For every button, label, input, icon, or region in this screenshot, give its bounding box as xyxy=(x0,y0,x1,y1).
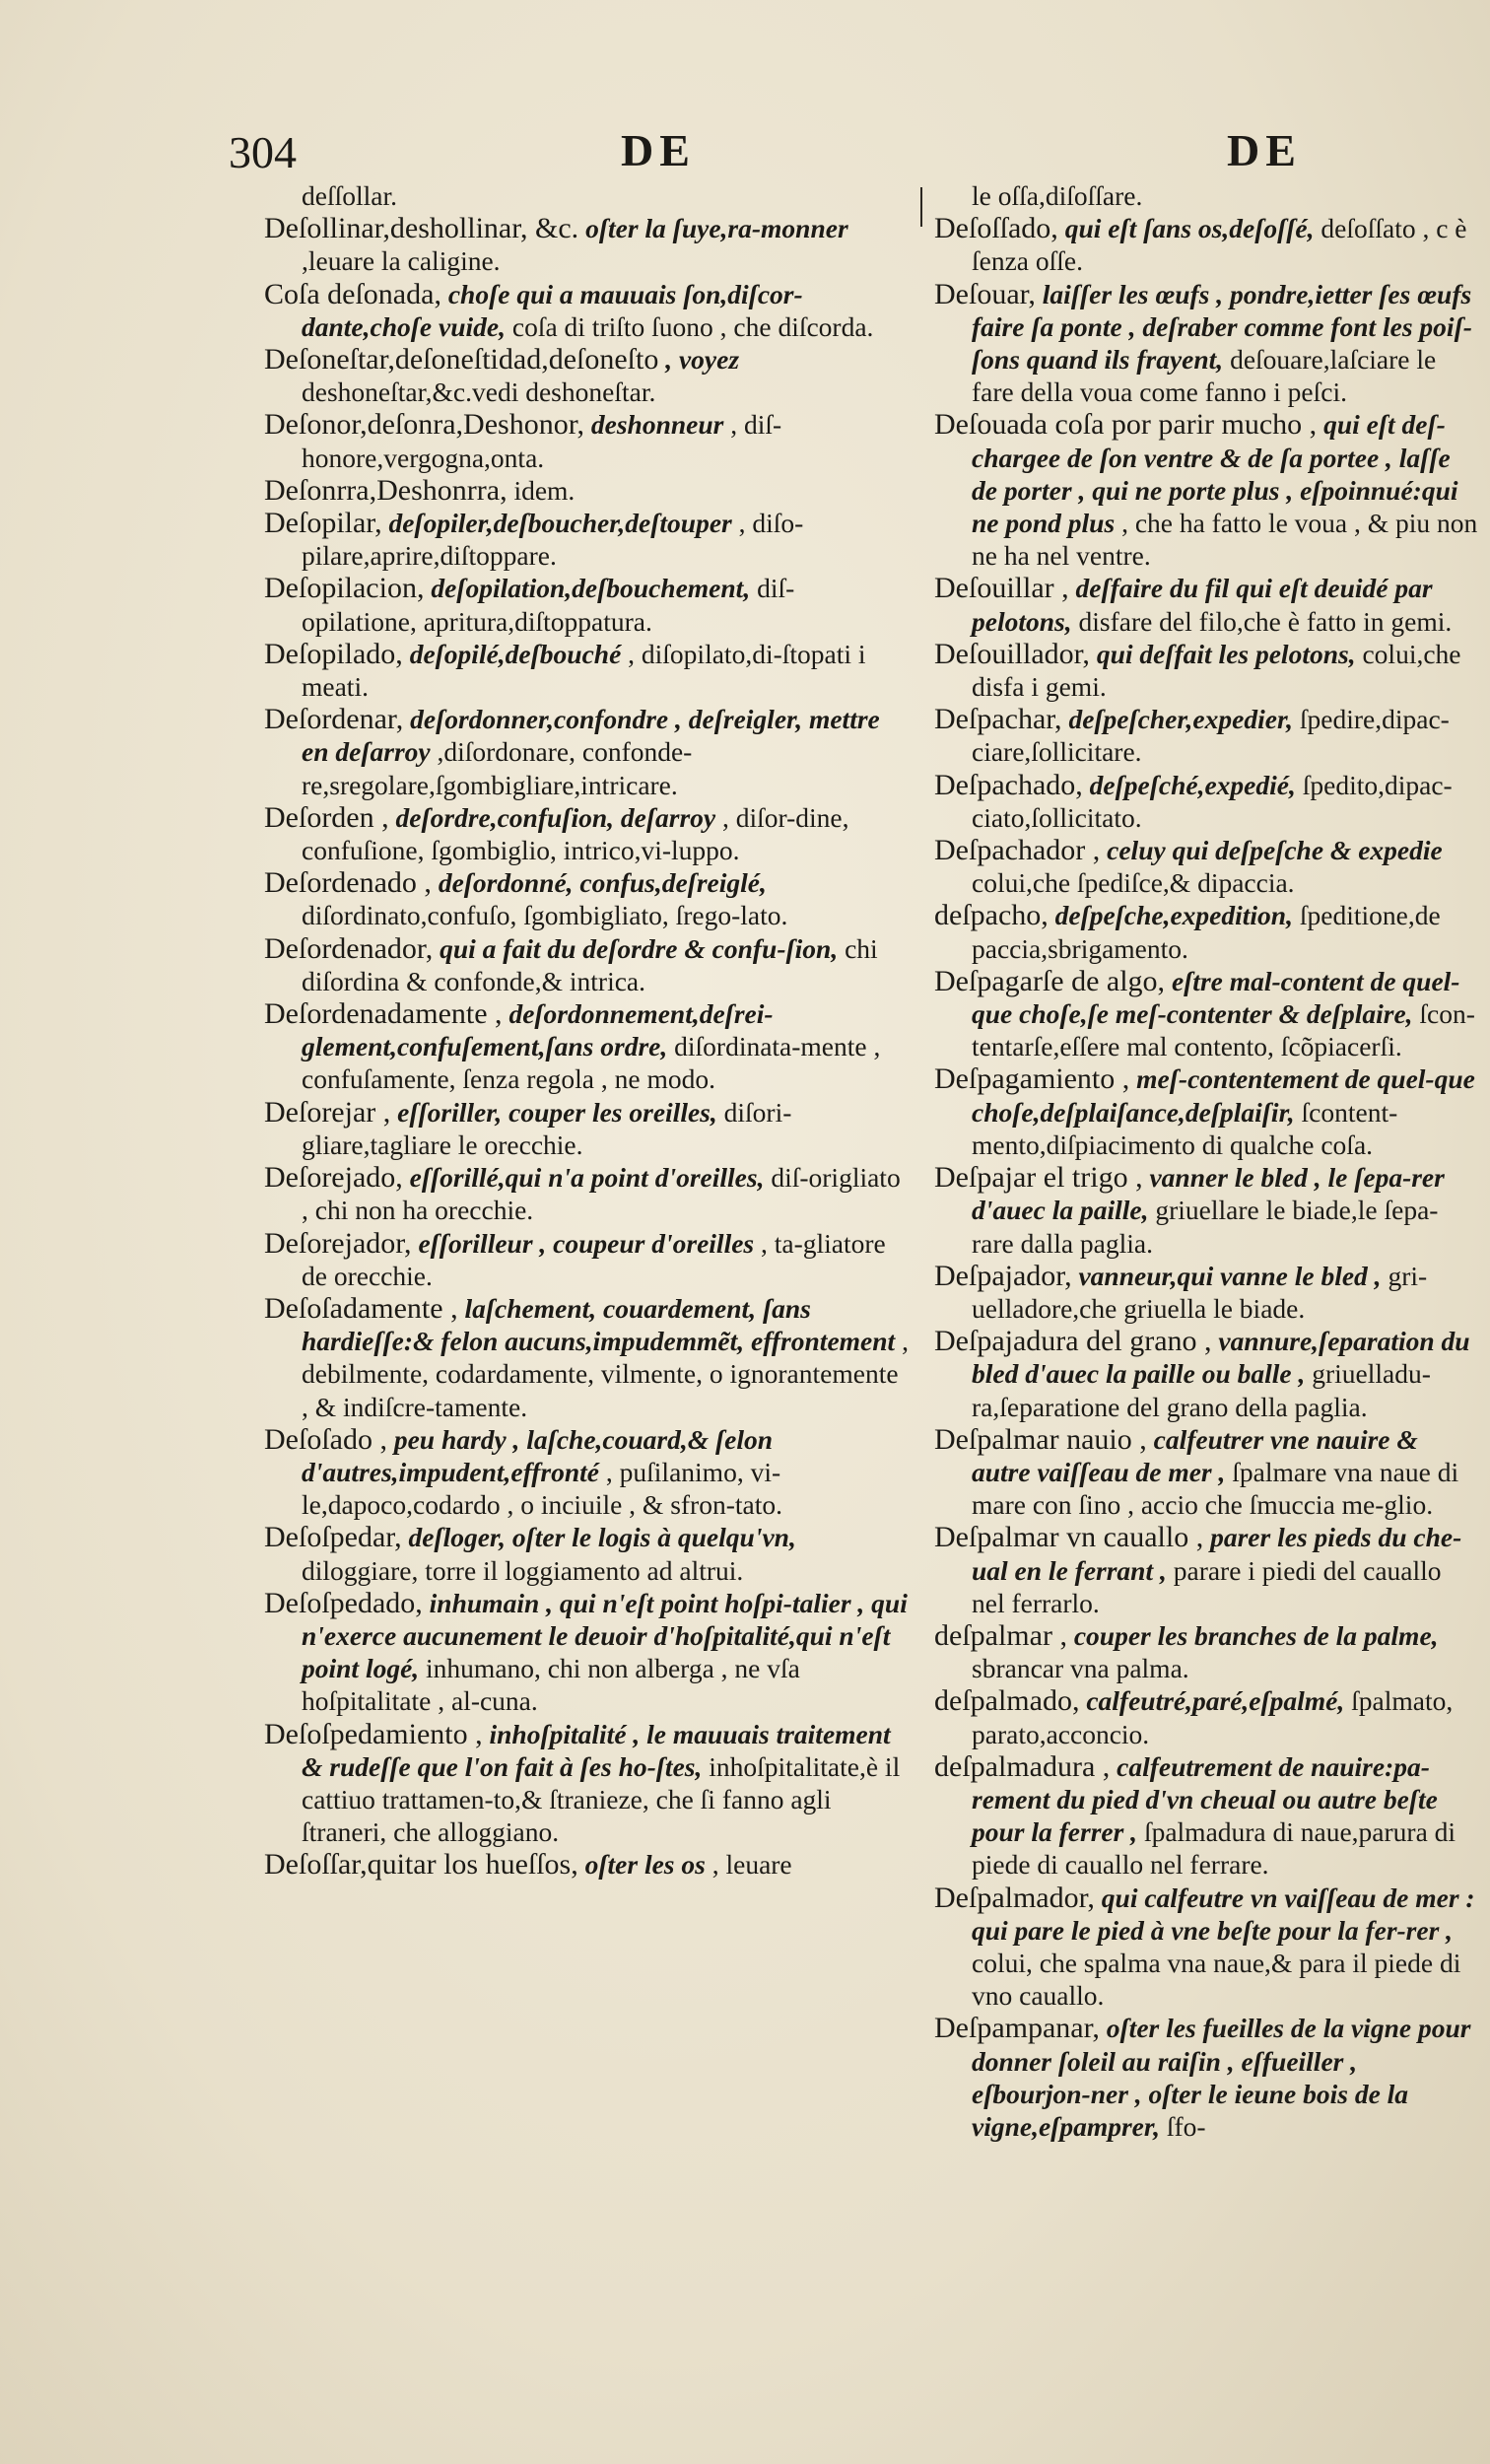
right-column xyxy=(934,179,1478,2446)
entry-french: oſter les fueilles de la vigne pour donner ſoleil au raiſin , eſfueiller , eſbourjon-ner , oſter le ieune bois de la vigne,eſpamprer, xyxy=(972,2013,1471,2142)
entry-french: couper les branches de la palme, xyxy=(1073,1619,1439,1651)
entry-headword: Deſouillador, xyxy=(934,637,1090,670)
running-header xyxy=(0,116,1490,185)
dictionary-entry xyxy=(934,1161,1478,1260)
entry-italian: parare i piedi del cauallo nel ferrarlo. xyxy=(972,1554,1442,1618)
entry-italian: , leuare xyxy=(711,1849,792,1881)
dictionary-entry xyxy=(934,1423,1478,1522)
entry-headword: Deſorejar , xyxy=(264,1095,391,1129)
dictionary-entry xyxy=(264,703,910,801)
dictionary-entry xyxy=(934,278,1478,409)
entry-headword: Deſoneſtar,deſoneſtidad,deſoneſto xyxy=(264,343,659,376)
entry-headword: Deſoſpedado, xyxy=(264,1586,423,1619)
guide-word-left: DE xyxy=(621,125,696,175)
entry-french: celuy qui deſpeſche & expedie xyxy=(1107,835,1443,866)
entry-french: inhumain , qui n'eſt point hoſpi-talier , qui n'exerce aucunement le deuoir d'hoſpitalité,qui n'eſt point logé, xyxy=(302,1587,908,1684)
entry-french: inhoſpitalité , le mauuais traitement & rudeſſe que l'on fait à ſes ho-ſtes, xyxy=(302,1718,891,1782)
dictionary-entry xyxy=(934,769,1478,834)
entry-italian: inhumano, chi non alberga , ne vſa hoſpitalitate , al-cuna. xyxy=(302,1653,800,1717)
entry-headword: Deſpalmar nauio , xyxy=(934,1422,1147,1456)
entry-french: , voyez xyxy=(665,344,740,376)
entry-headword: Deſonrra,Deshonrra, xyxy=(264,473,508,507)
entry-french: deſordre,confuſion, deſarroy xyxy=(395,801,716,833)
dictionary-entry xyxy=(264,343,910,408)
entry-italian: deshoneſtar,&c.vedi deshoneſtar. xyxy=(302,376,656,408)
entry-italian: , diſo-pilare,aprire,diſtoppare. xyxy=(302,508,804,572)
entry-italian: inhoſpitalitate,è il cattiuo trattamen-to,& ſtranieze, che ſi fanno agli ſtraneri, che alloggiano. xyxy=(302,1750,901,1848)
entry-italian: diſori-gliare,tagliare le orecchie. xyxy=(302,1096,792,1160)
dictionary-entry xyxy=(264,474,910,507)
dictionary-entry xyxy=(264,1718,910,1849)
entry-italian: griuelladu-ra,ſeparatione del grano della paglia. xyxy=(972,1358,1431,1422)
entry-italian: gri-uelladore,che griuella le biade. xyxy=(972,1260,1428,1324)
entry-french: meſ-contentement de quel-que choſe,deſplaiſance,deſplaiſir, xyxy=(972,1063,1475,1128)
entry-italian: ,diſordonare, confonde-re,sregolare,ſgombigliare,intricare. xyxy=(302,736,693,800)
entry-headword: Deſoſadamente , xyxy=(264,1291,458,1325)
entry-french: qui a fait du deſordre & confu-ſion, xyxy=(440,932,839,964)
entry-headword: Deſonor,deſonra,Deshonor, xyxy=(264,408,585,442)
entry-italian: ſfo- xyxy=(1166,2110,1206,2142)
entry-italian: ſcon-tentarſe,eſſere mal contento, ſcõpiacerſi. xyxy=(972,998,1475,1062)
entry-french: laiſſer les œufs , pondre,ietter ſes œufs faire ſa ponte , deſraber comme font les poiſ-ſons quand ils frayent, xyxy=(972,278,1472,376)
entry-headword: Deſouar, xyxy=(934,277,1036,310)
entry-french: deſordonné, confus,deſreiglé, xyxy=(438,867,767,899)
entry-italian: griuellare le biade,le ſepa-rare dalla paglia. xyxy=(972,1195,1439,1259)
dictionary-entry xyxy=(934,1619,1478,1684)
entry-italian: idem. xyxy=(513,474,576,506)
dictionary-entry xyxy=(264,1096,910,1161)
dictionary-entry xyxy=(934,1260,1478,1325)
entry-french: deshonneur xyxy=(590,409,724,441)
entry-headword: Deſpachar, xyxy=(934,703,1062,736)
entry-french: deſfaire du fil qui eſt deuidé par pelotons, xyxy=(972,573,1433,637)
dictionary-entry xyxy=(934,2012,1478,2143)
entry-french: qui deſfait les pelotons, xyxy=(1096,638,1356,669)
entry-headword: deſpalmar , xyxy=(934,1618,1067,1652)
entry-italian: ,leuare la caligine. xyxy=(302,245,501,277)
entry-french: eſtre mal-content de quel-que choſe,ſe meſ-contenter & deſplaire, xyxy=(972,965,1460,1030)
dictionary-entry xyxy=(264,997,910,1096)
entry-italian: , diſopilato,di-ſtopati i meati. xyxy=(302,638,866,703)
entry-italian: diſordinata-mente , confuſamente, ſenza regola , ne modo. xyxy=(302,1031,881,1095)
dictionary-entry xyxy=(264,408,910,473)
dictionary-entry xyxy=(264,212,910,277)
entry-headword: Deſopilar, xyxy=(264,507,382,540)
dictionary-entry xyxy=(264,932,910,997)
dictionary-entry xyxy=(264,1227,910,1292)
dictionary-entry xyxy=(264,1161,910,1226)
entry-italian: colui, che spalma vna naue,& para il piede di vno cauallo. xyxy=(972,1947,1461,2012)
entry-headword: Deſordenadamente , xyxy=(264,997,503,1031)
dictionary-entry xyxy=(934,1750,1478,1882)
dictionary-entry xyxy=(264,638,910,703)
entry-french: deſloger, oſter le logis à quelqu'vn, xyxy=(408,1522,796,1553)
entry-italian: ſpalmato, parato,acconcio. xyxy=(972,1685,1454,1749)
entry-italian: ſpedito,dipac-ciato,ſollicitato. xyxy=(972,769,1453,833)
entry-italian: , puſilanimo, vi-le,dapoco,codardo , o inciuile , & sfron-tato. xyxy=(302,1456,782,1521)
entry-french: deſopiler,deſboucher,deſtouper xyxy=(388,508,732,539)
dictionary-entry xyxy=(264,801,910,866)
entry-italian: disfare del filo,che è fatto in gemi. xyxy=(1078,605,1453,637)
dictionary-entry xyxy=(934,965,1478,1063)
entry-french: deſopilation,deſbouchement, xyxy=(431,573,751,604)
entry-italian: , diſor-dine, confuſione, ſgombiglio, intrico,vi-luppo. xyxy=(302,801,849,866)
entry-headword: Deſopilado, xyxy=(264,637,403,670)
entry-headword: Deſoſſar,quitar los hueſſos, xyxy=(264,1848,578,1882)
dictionary-entry xyxy=(934,212,1478,277)
entry-french: qui eſt deſ-chargee de ſon ventre & de ſa portee , laſſe de porter , qui ne porte plus , eſpoinnué:qui ne pond plus xyxy=(972,409,1458,539)
dictionary-entry xyxy=(934,1521,1478,1619)
dictionary-entry xyxy=(264,1292,910,1423)
entry-italian: le oſſa,diſoſſare. xyxy=(972,180,1143,211)
entry-italian: ſpedire,dipac-ciare,ſollicitare. xyxy=(972,704,1450,768)
entry-headword: Deſorden , xyxy=(264,800,389,834)
entry-headword: Deſorejador, xyxy=(264,1226,412,1260)
dictionary-entry xyxy=(264,278,910,343)
entry-french: laſchement, couardement, ſans hardieſſe:& felon aucuns,impudemmẽt, effrontement xyxy=(302,1292,896,1357)
entry-headword: Deſorejado, xyxy=(264,1161,403,1195)
entry-headword: Deſollinar,deshollinar, &c. xyxy=(264,212,579,245)
entry-headword: Deſpachado, xyxy=(934,768,1083,801)
entry-french: deſopilé,deſbouché xyxy=(409,638,622,669)
dictionary-entry xyxy=(264,1587,910,1718)
entry-italian: , diſ-honore,vergogna,onta. xyxy=(302,409,782,473)
entry-italian: , che ha fatto le voua , & piu non ne ha nel ventre. xyxy=(972,508,1478,572)
entry-french: peu hardy , laſche,couard,& ſelon d'autres,impudent,effronté xyxy=(302,1423,774,1487)
dictionary-entry xyxy=(934,572,1478,637)
entry-french: choſe qui a mauuais ſon,diſcor-dante,choſe vuide, xyxy=(302,278,803,342)
entry-french: vanneur,qui vanne le bled , xyxy=(1078,1260,1382,1291)
dictionary-entry xyxy=(264,866,910,931)
entry-headword: Deſpachador , xyxy=(934,834,1101,867)
entry-italian: chi diſordina & confonde,& intrica. xyxy=(302,932,878,996)
entry-french: deſpeſcher,expedier, xyxy=(1068,704,1293,735)
entry-french: vannure,ſeparation du bled d'auec la paille ou balle , xyxy=(972,1326,1470,1390)
entry-headword: Deſoſado , xyxy=(264,1422,387,1456)
entry-italian: ſpeditione,de paccia,sbrigamento. xyxy=(972,900,1441,964)
entry-italian: colui,che disfa i gemi. xyxy=(972,638,1461,703)
dictionary-entry xyxy=(934,638,1478,703)
dictionary-entry xyxy=(934,703,1478,768)
entry-headword: Deſpajar el trigo , xyxy=(934,1161,1143,1195)
column-divider xyxy=(920,187,922,227)
entry-headword: deſpacho, xyxy=(934,899,1049,932)
dictionary-entry xyxy=(264,179,910,212)
entry-headword: Deſouada coſa por parir mucho , xyxy=(934,408,1318,442)
entry-headword: Deſopilacion, xyxy=(264,572,425,605)
entry-headword: deſpalmadura , xyxy=(934,1749,1111,1783)
dictionary-entry xyxy=(264,1521,910,1586)
dictionary-entry xyxy=(934,408,1478,572)
dictionary-entry xyxy=(934,179,1478,212)
entry-headword: Deſpampanar, xyxy=(934,2012,1100,2045)
entry-italian: diloggiare, torre il loggiamento ad altrui. xyxy=(302,1554,744,1586)
entry-italian: ſpalmadura di naue,parura di piede di cauallo nel ferrare. xyxy=(972,1816,1456,1881)
entry-italian: deſoſſato , c è ſenza oſſe. xyxy=(972,213,1467,277)
dictionary-entry xyxy=(264,572,910,637)
entry-headword: Deſordenador, xyxy=(264,931,434,965)
entry-italian: sbrancar vna palma. xyxy=(972,1653,1189,1684)
entry-headword: Deſoſſado, xyxy=(934,212,1058,245)
entry-italian: ſpalmare vna naue di mare con ſino , accio che ſmuccia me-glio. xyxy=(972,1456,1459,1521)
entry-italian: diſ-origliato , chi non ha orecchie. xyxy=(302,1162,901,1226)
dictionary-entry xyxy=(934,1882,1478,2013)
entry-headword: Deſpalmar vn cauallo , xyxy=(934,1521,1204,1554)
entry-italian: deſſollar. xyxy=(302,180,397,211)
entry-italian: , debilmente, codardamente, vilmente, o ignorantemente , & indiſcre-tamente. xyxy=(302,1326,909,1422)
entry-italian: diſordinato,confuſo, ſgombigliato, ſrego-lato. xyxy=(302,900,788,931)
entry-italian: colui,che ſpediſce,& dipaccia. xyxy=(972,867,1295,899)
entry-french: deſpeſche,expedition, xyxy=(1054,900,1293,931)
entry-french: calfeutrer vne nauire & autre vaiſſeau de mer , xyxy=(972,1423,1418,1487)
entry-french: vanner le bled , le ſepa-rer d'auec la paille, xyxy=(972,1162,1445,1226)
entry-italian: deſouare,laſciare le fare della voua come fanno i peſci. xyxy=(972,344,1437,408)
entry-headword: Coſa deſonada, xyxy=(264,277,441,310)
entry-french: eſſorilleur , coupeur d'oreilles xyxy=(418,1227,755,1259)
dictionary-entry xyxy=(934,1684,1478,1749)
entry-headword: Deſpajador, xyxy=(934,1259,1072,1292)
page-number: 304 xyxy=(229,127,297,177)
entry-french: calfeutré,paré,eſpalmé, xyxy=(1086,1685,1345,1717)
entry-french: calfeutrement de nauire:pa-rement du pied d'vn cheual ou autre beſte pour la ferrer , xyxy=(972,1750,1438,1848)
left-column xyxy=(264,179,910,2446)
entry-headword: deſpalmado, xyxy=(934,1684,1080,1718)
dictionary-entry xyxy=(264,1848,910,1881)
entry-headword: Deſpajadura del grano , xyxy=(934,1325,1212,1358)
entry-headword: Deſouillar , xyxy=(934,572,1069,605)
entry-headword: Deſoſpedar, xyxy=(264,1521,402,1554)
entry-italian: ſcontent-mento,diſpiacimento di qualche coſa. xyxy=(972,1096,1398,1160)
entry-french: parer les pieds du che-ual en le ferrant , xyxy=(972,1522,1462,1586)
entry-french: eſſorillé,qui n'a point d'oreilles, xyxy=(409,1162,765,1194)
entry-italian: coſa di triſto ſuono , che diſcorda. xyxy=(511,310,874,342)
entry-italian: diſ-opilatione, apritura,diſtoppatura. xyxy=(302,573,795,637)
entry-headword: Deſpagamiento , xyxy=(934,1062,1130,1096)
dictionary-entry xyxy=(264,507,910,572)
entry-headword: Deſpalmador, xyxy=(934,1881,1095,1914)
dictionary-entry xyxy=(934,899,1478,964)
entry-headword: Deſordenar, xyxy=(264,703,404,736)
entry-french: deſordonner,confondre , deſreigler, mettre en deſarroy xyxy=(302,704,880,768)
entry-french: oſter les os xyxy=(584,1849,706,1881)
entry-french: oſter la ſuye,ra-monner xyxy=(585,213,848,244)
dictionary-entry xyxy=(934,834,1478,899)
dictionary-entry xyxy=(934,1325,1478,1423)
entry-french: qui calfeutre vn vaiſſeau de mer : qui pare le pied à vne beſte pour la fer-rer , xyxy=(972,1882,1475,1946)
entry-headword: Deſordenado , xyxy=(264,866,432,900)
entry-headword: Deſoſpedamiento , xyxy=(264,1717,483,1750)
entry-french: eſſoriller, couper les oreilles, xyxy=(397,1096,717,1128)
entry-french: deſpeſché,expedié, xyxy=(1089,769,1296,800)
dictionary-entry xyxy=(264,1423,910,1522)
entry-french: qui eſt ſans os,deſoſſé, xyxy=(1064,213,1315,244)
dictionary-entry xyxy=(934,1062,1478,1161)
entry-headword: Deſpagarſe de algo, xyxy=(934,964,1166,997)
entry-french: deſordonnement,deſrei-glement,confuſement,ſans ordre, xyxy=(302,998,774,1062)
entry-italian: , ta-gliatore de orecchie. xyxy=(302,1227,886,1291)
guide-word-right: DE xyxy=(1227,125,1302,175)
